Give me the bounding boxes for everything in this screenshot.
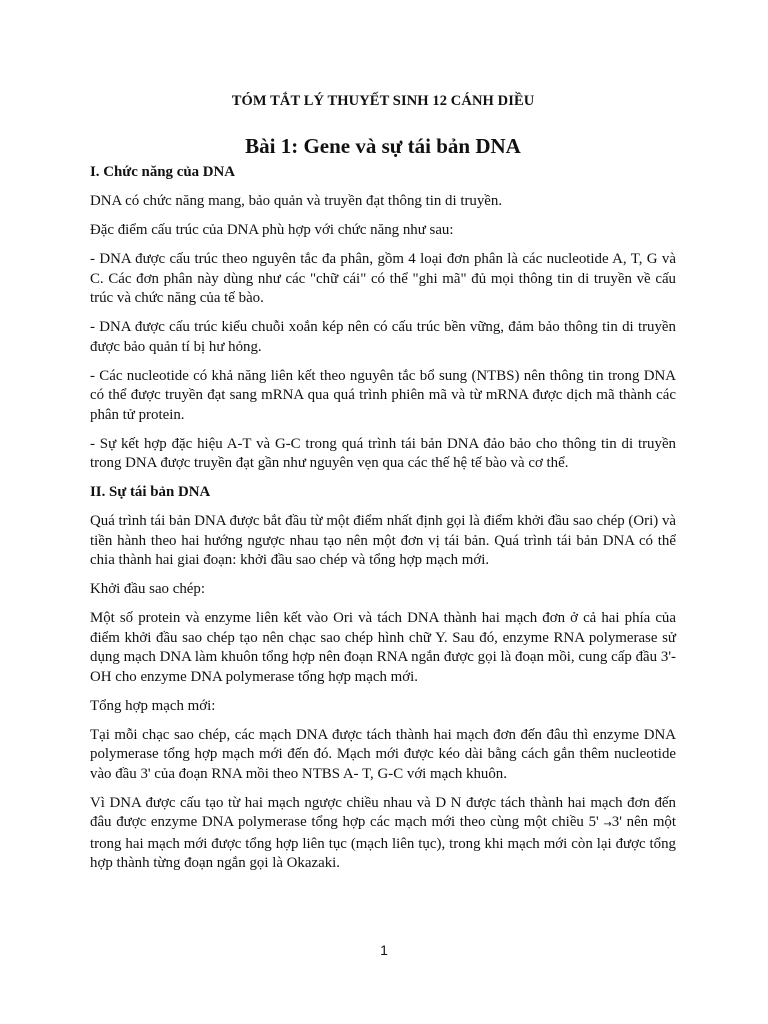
document-body — [90, 163, 676, 883]
right-arrow-icon: → — [603, 819, 612, 830]
bullet-paragraph: - DNA được cấu trúc kiểu chuỗi xoắn kép nên có cấu trúc bền vững, đảm bảo thông tin di truyền được bảo quản tí bị hư hỏng. — [90, 319, 676, 355]
bullet-paragraph: - DNA được cấu trúc theo nguyên tắc đa phân, gồm 4 loại đơn phân là các nucleotide A, T, G và C. Các đơn phân này dùng như các "chữ cái" có thể "ghi mã" đủ mọi thông tin di truyền về cấu trúc và chức năng của tế bào. — [90, 251, 676, 306]
paragraph: Tại mỗi chạc sao chép, các mạch DNA được tách thành hai mạch đơn đến đâu thì enzyme DNA polymerase tổng hợp mạch mới đến đó. Mạch mới được kéo dài bằng cách gắn thêm nucleotide vào đầu 3' của đoạn RNA mồi theo NTBS A- T, G-C với mạch khuôn. — [90, 726, 676, 782]
paragraph: Quá trình tái bản DNA được bắt đầu từ một điểm nhất định gọi là điểm khởi đầu sao chép (Ori) và tiền hành theo hai hướng ngược nhau tạo nên một đơn vị tái bản. Quá trình tái bản DNA có thể chia thành hai giai đoạn: khởi đầu sao chép và tổng hợp mạch mới. — [90, 513, 676, 568]
paragraph: Một số protein và enzyme liên kết vào Ori và tách DNA thành hai mạch đơn ở cả hai phía của điểm khởi đầu sao chép tạo nên chạc sao chép hình chữ Y. Sau đó, enzyme RNA polymerase sử dụng mạch DNA làm khuôn tổng hợp nên đoạn RNA ngắn được gọi là đoạn mồi, cung cấp đầu 3'-OH cho enzyme DNA polymerase tổng hợp mạch mới. — [90, 610, 676, 685]
document-page — [90, 0, 676, 1024]
subheading-initiation: Khởi đầu sao chép: — [90, 581, 205, 597]
paragraph-text: 3' nên một trong hai mạch mới được tổng hợp liên tục (mạch liên tục), trong khi mạch mới còn lại được tổng hợp thành từng đoạn ngắn gọi là Okazaki. — [90, 814, 676, 871]
subheading-new-strand-synthesis: Tổng hợp mạch mới: — [90, 697, 216, 714]
page-number: 1 — [380, 942, 388, 958]
bullet-paragraph: - Sự kết hợp đặc hiệu A-T và G-C trong quá trình tái bản DNA đảo bảo cho thông tin di truyền trong DNA được truyền đạt gần như nguyên vẹn qua các thế hệ tế bào và cơ thể. — [90, 435, 676, 471]
section-heading-dna-function: I. Chức năng của DNA — [90, 164, 236, 180]
paragraph — [90, 794, 676, 874]
section-heading-dna-replication: II. Sự tái bản DNA — [90, 484, 211, 500]
paragraph-text: Vì DNA được cấu tạo từ hai mạch ngược chiều nhau và D N được tách thành hai mạch đơn đến đâu được enzyme DNA polymerase tổng hợp các mạch mới theo cùng một chiều 5' — [90, 794, 676, 830]
paragraph: Đặc điểm cấu trúc của DNA phù hợp với chức năng như sau: — [90, 222, 454, 238]
lesson-title: Bài 1: Gene và sự tái bản DNA — [245, 134, 521, 158]
document-header: TÓM TẮT LÝ THUYẾT SINH 12 CÁNH DIỀU — [231, 93, 535, 109]
paragraph: DNA có chức năng mang, bảo quản và truyền đạt thông tin di truyền. — [90, 193, 503, 209]
bullet-paragraph: - Các nucleotide có khả năng liên kết theo nguyên tắc bổ sung (NTBS) nên thông tin trong DNA có thể được truyền đạt sang mRNA qua quá trình phiên mã và từ mRNA được dịch mã thành các phân tử protein. — [90, 367, 676, 423]
